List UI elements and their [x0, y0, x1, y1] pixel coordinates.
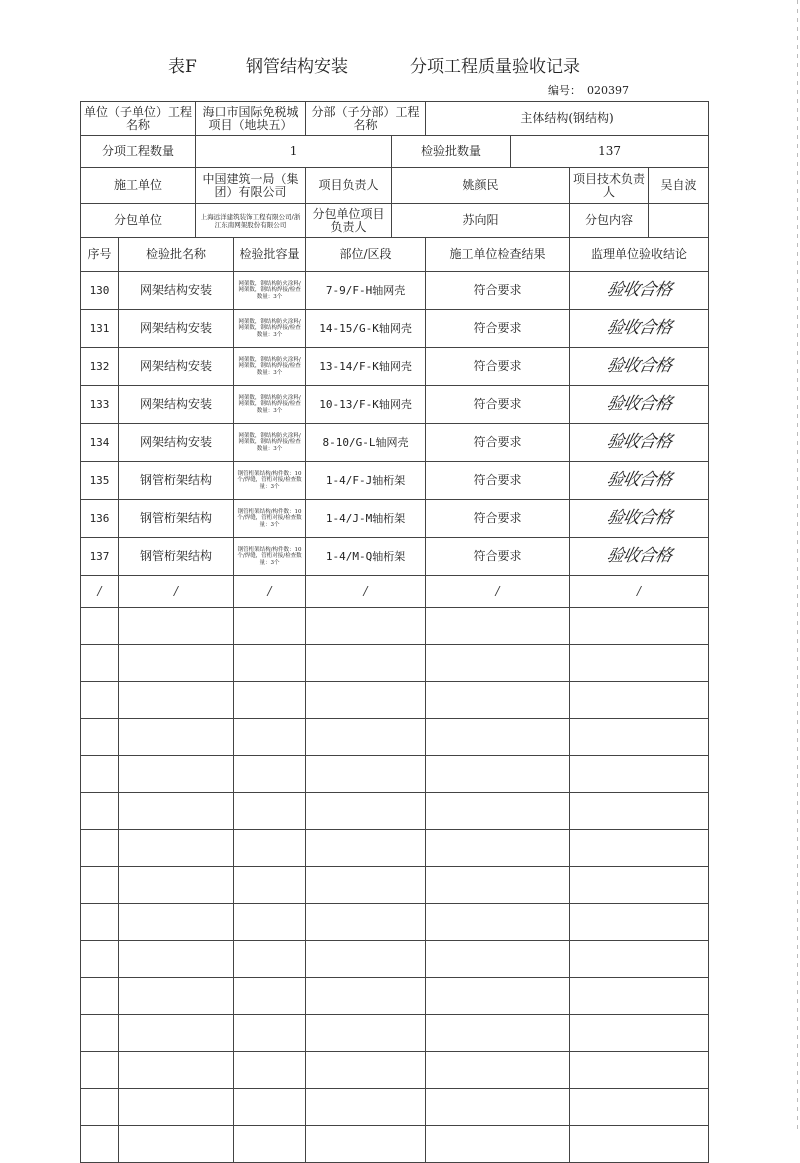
- row-no: 130: [81, 272, 119, 310]
- signature: 验收合格: [605, 431, 674, 452]
- sub-qty-value: 1: [196, 136, 392, 168]
- info-row-qty: [81, 136, 709, 168]
- blank-cell: [306, 1089, 426, 1126]
- form-title: 分项工程质量验收记录: [410, 57, 580, 77]
- blank-cell: [119, 756, 234, 793]
- row-capacity: 网架数，钢结构防火涂料/网架数，钢结构焊接/检查数量：3个: [234, 310, 306, 348]
- blank-cell: [426, 1052, 570, 1089]
- blank-cell: [119, 645, 234, 682]
- row-location: 1-4/F-J轴桁架: [306, 462, 426, 500]
- unit-name-value: 海口市国际免税城项目（地块五）: [196, 102, 306, 136]
- blank-cell: [234, 645, 306, 682]
- blank-cell: [234, 682, 306, 719]
- signature: 验收合格: [605, 507, 674, 528]
- division-value: 主体结构(钢结构): [426, 102, 709, 136]
- row-no: 135: [81, 462, 119, 500]
- row-location: 7-9/F-H轴网壳: [306, 272, 426, 310]
- sub-pm-label: 分包单位项目负责人: [306, 204, 392, 238]
- batch-qty-label: 检验批数量: [392, 136, 511, 168]
- code-value: 020397: [587, 84, 629, 97]
- slash-location: /: [306, 576, 426, 608]
- unit-name-label: 单位（子单位）工程名称: [81, 102, 196, 136]
- row-check: 符合要求: [426, 272, 570, 310]
- row-name: 网架结构安装: [119, 424, 234, 462]
- tech-value: 吴自波: [649, 168, 709, 204]
- col-capacity: 检验批容量: [234, 238, 306, 272]
- blank-cell: [570, 1126, 709, 1163]
- blank-cell: [234, 608, 306, 645]
- row-check: 符合要求: [426, 538, 570, 576]
- blank-cell: [426, 830, 570, 867]
- blank-row: [81, 793, 709, 830]
- table-row: [81, 348, 709, 386]
- row-no: 132: [81, 348, 119, 386]
- blank-cell: [234, 1089, 306, 1126]
- row-no: 134: [81, 424, 119, 462]
- table-row: [81, 386, 709, 424]
- blank-cell: [426, 682, 570, 719]
- row-conclusion: [570, 272, 709, 310]
- blank-row: [81, 1052, 709, 1089]
- row-conclusion: [570, 424, 709, 462]
- blank-cell: [234, 978, 306, 1015]
- blank-cell: [81, 904, 119, 941]
- blank-cell: [119, 904, 234, 941]
- blank-cell: [426, 608, 570, 645]
- row-conclusion: [570, 310, 709, 348]
- blank-cell: [426, 904, 570, 941]
- row-location: 1-4/M-Q轴桁架: [306, 538, 426, 576]
- blank-cell: [306, 608, 426, 645]
- blank-cell: [570, 904, 709, 941]
- blank-cell: [306, 645, 426, 682]
- blank-cell: [426, 645, 570, 682]
- row-check: 符合要求: [426, 462, 570, 500]
- blank-cell: [306, 867, 426, 904]
- blank-cell: [119, 793, 234, 830]
- blank-cell: [119, 1089, 234, 1126]
- blank-cell: [426, 793, 570, 830]
- blank-cell: [119, 1015, 234, 1052]
- row-conclusion: [570, 500, 709, 538]
- blank-row: [81, 830, 709, 867]
- row-conclusion: [570, 386, 709, 424]
- row-capacity: 网架数，钢结构防火涂料/网架数，钢结构焊接/检查数量：3个: [234, 272, 306, 310]
- row-capacity: 钢管桁架结构/构件数：10个/焊缝，管桁对接/检查数量：3个: [234, 538, 306, 576]
- row-location: 14-15/G-K轴网壳: [306, 310, 426, 348]
- blank-cell: [306, 830, 426, 867]
- data-rows: [81, 272, 709, 1163]
- blank-cell: [119, 978, 234, 1015]
- row-name: 网架结构安装: [119, 310, 234, 348]
- blank-cell: [81, 756, 119, 793]
- row-capacity: 钢管桁架结构/构件数：10个/焊缝，管桁对接/检查数量：3个: [234, 500, 306, 538]
- batch-qty-value: 137: [511, 136, 709, 168]
- col-location: 部位/区段: [306, 238, 426, 272]
- scan-edge: [797, 0, 798, 1132]
- blank-cell: [570, 793, 709, 830]
- acceptance-form-table: [80, 101, 709, 1163]
- row-name: 网架结构安装: [119, 348, 234, 386]
- row-no: 133: [81, 386, 119, 424]
- slash-capacity: /: [234, 576, 306, 608]
- signature: 验收合格: [605, 317, 674, 338]
- row-check: 符合要求: [426, 386, 570, 424]
- contractor-value: 中国建筑一局（集团）有限公司: [196, 168, 306, 204]
- blank-cell: [119, 941, 234, 978]
- blank-cell: [81, 1052, 119, 1089]
- blank-cell: [570, 682, 709, 719]
- blank-cell: [570, 1015, 709, 1052]
- sub-content-label: 分包内容: [570, 204, 649, 238]
- blank-cell: [81, 793, 119, 830]
- blank-cell: [570, 719, 709, 756]
- row-name: 网架结构安装: [119, 272, 234, 310]
- signature: 验收合格: [605, 355, 674, 376]
- blank-cell: [234, 1052, 306, 1089]
- blank-cell: [426, 978, 570, 1015]
- subcontractor-label: 分包单位: [81, 204, 196, 238]
- info-row-unit: [81, 102, 709, 136]
- blank-cell: [81, 1015, 119, 1052]
- row-no: 131: [81, 310, 119, 348]
- col-check: 施工单位检查结果: [426, 238, 570, 272]
- blank-cell: [570, 756, 709, 793]
- row-capacity: 网架数，钢结构防火涂料/网架数，钢结构焊接/检查数量：3个: [234, 424, 306, 462]
- sub-content-value: [649, 204, 709, 238]
- blank-cell: [306, 941, 426, 978]
- blank-row: [81, 867, 709, 904]
- blank-cell: [234, 1126, 306, 1163]
- col-name: 检验批名称: [119, 238, 234, 272]
- blank-cell: [570, 608, 709, 645]
- blank-cell: [234, 719, 306, 756]
- blank-cell: [306, 978, 426, 1015]
- row-capacity: 网架数，钢结构防火涂料/网架数，钢结构焊接/检查数量：3个: [234, 386, 306, 424]
- blank-cell: [426, 941, 570, 978]
- blank-cell: [426, 719, 570, 756]
- blank-row: [81, 904, 709, 941]
- blank-cell: [306, 1052, 426, 1089]
- column-header-row: [81, 238, 709, 272]
- blank-cell: [426, 1126, 570, 1163]
- row-check: 符合要求: [426, 424, 570, 462]
- row-check: 符合要求: [426, 310, 570, 348]
- blank-cell: [119, 1126, 234, 1163]
- blank-cell: [81, 719, 119, 756]
- row-conclusion: [570, 462, 709, 500]
- blank-row: [81, 719, 709, 756]
- row-name: 网架结构安装: [119, 386, 234, 424]
- row-check: 符合要求: [426, 348, 570, 386]
- blank-cell: [81, 1089, 119, 1126]
- blank-cell: [119, 867, 234, 904]
- blank-cell: [81, 978, 119, 1015]
- table-row: [81, 310, 709, 348]
- slash-name: /: [119, 576, 234, 608]
- row-conclusion: [570, 348, 709, 386]
- row-name: 钢管桁架结构: [119, 538, 234, 576]
- blank-cell: [81, 645, 119, 682]
- table-row: [81, 424, 709, 462]
- sub-pm-value: 苏向阳: [392, 204, 570, 238]
- blank-cell: [81, 941, 119, 978]
- blank-cell: [306, 793, 426, 830]
- table-row: [81, 462, 709, 500]
- blank-cell: [306, 719, 426, 756]
- blank-cell: [81, 682, 119, 719]
- blank-cell: [119, 608, 234, 645]
- blank-cell: [234, 756, 306, 793]
- slash-row: [81, 576, 709, 608]
- slash-conclusion: /: [570, 576, 709, 608]
- blank-cell: [119, 719, 234, 756]
- blank-cell: [119, 830, 234, 867]
- blank-cell: [81, 1126, 119, 1163]
- blank-cell: [81, 867, 119, 904]
- blank-cell: [234, 941, 306, 978]
- row-no: 137: [81, 538, 119, 576]
- blank-cell: [426, 867, 570, 904]
- blank-cell: [570, 1089, 709, 1126]
- blank-cell: [306, 756, 426, 793]
- table-row: [81, 538, 709, 576]
- row-capacity: 网架数，钢结构防火涂料/网架数，钢结构焊接/检查数量：3个: [234, 348, 306, 386]
- signature: 验收合格: [605, 393, 674, 414]
- contractor-label: 施工单位: [81, 168, 196, 204]
- form-title-row: [0, 52, 800, 76]
- signature: 验收合格: [605, 279, 674, 300]
- row-location: 8-10/G-L轴网壳: [306, 424, 426, 462]
- blank-row: [81, 1089, 709, 1126]
- blank-cell: [306, 1126, 426, 1163]
- blank-cell: [570, 1052, 709, 1089]
- blank-cell: [119, 682, 234, 719]
- blank-cell: [81, 830, 119, 867]
- slash-no: /: [81, 576, 119, 608]
- row-location: 1-4/J-M轴桁架: [306, 500, 426, 538]
- project-name: 钢管结构安装: [246, 57, 348, 77]
- row-capacity: 钢管桁架结构/构件数：10个/焊缝，管桁对接/检查数量：3个: [234, 462, 306, 500]
- blank-row: [81, 941, 709, 978]
- blank-row: [81, 682, 709, 719]
- blank-cell: [234, 830, 306, 867]
- blank-cell: [570, 867, 709, 904]
- blank-cell: [234, 904, 306, 941]
- blank-cell: [426, 1089, 570, 1126]
- blank-cell: [234, 1015, 306, 1052]
- col-conclusion: 监理单位验收结论: [570, 238, 709, 272]
- blank-cell: [570, 830, 709, 867]
- row-conclusion: [570, 538, 709, 576]
- blank-cell: [306, 682, 426, 719]
- row-location: 10-13/F-K轴网壳: [306, 386, 426, 424]
- table-number: 表F: [168, 57, 197, 77]
- row-location: 13-14/F-K轴网壳: [306, 348, 426, 386]
- blank-cell: [570, 941, 709, 978]
- blank-row: [81, 978, 709, 1015]
- blank-cell: [119, 1052, 234, 1089]
- blank-cell: [234, 793, 306, 830]
- row-no: 136: [81, 500, 119, 538]
- pm-value: 姚颜民: [392, 168, 570, 204]
- subcontractor-value: 上海远洋建筑装饰工程有限公司/浙江东南网架股份有限公司: [196, 204, 306, 238]
- blank-row: [81, 1015, 709, 1052]
- code-label: 编号：: [548, 84, 581, 97]
- tech-label: 项目技术负责人: [570, 168, 649, 204]
- form-code: [548, 82, 629, 98]
- row-check: 符合要求: [426, 500, 570, 538]
- division-label: 分部（子分部）工程名称: [306, 102, 426, 136]
- blank-cell: [306, 1015, 426, 1052]
- blank-cell: [81, 608, 119, 645]
- pm-label: 项目负责人: [306, 168, 392, 204]
- row-name: 钢管桁架结构: [119, 500, 234, 538]
- table-row: [81, 272, 709, 310]
- blank-cell: [570, 978, 709, 1015]
- blank-cell: [426, 1015, 570, 1052]
- blank-row: [81, 756, 709, 793]
- info-row-contractor: [81, 168, 709, 204]
- info-row-subcontractor: [81, 204, 709, 238]
- blank-cell: [426, 756, 570, 793]
- table-row: [81, 500, 709, 538]
- slash-check: /: [426, 576, 570, 608]
- blank-row: [81, 1126, 709, 1163]
- row-name: 钢管桁架结构: [119, 462, 234, 500]
- col-no: 序号: [81, 238, 119, 272]
- blank-row: [81, 608, 709, 645]
- signature: 验收合格: [605, 469, 674, 490]
- blank-row: [81, 645, 709, 682]
- blank-cell: [234, 867, 306, 904]
- sub-qty-label: 分项工程数量: [81, 136, 196, 168]
- blank-cell: [570, 645, 709, 682]
- blank-cell: [306, 904, 426, 941]
- signature: 验收合格: [605, 545, 674, 566]
